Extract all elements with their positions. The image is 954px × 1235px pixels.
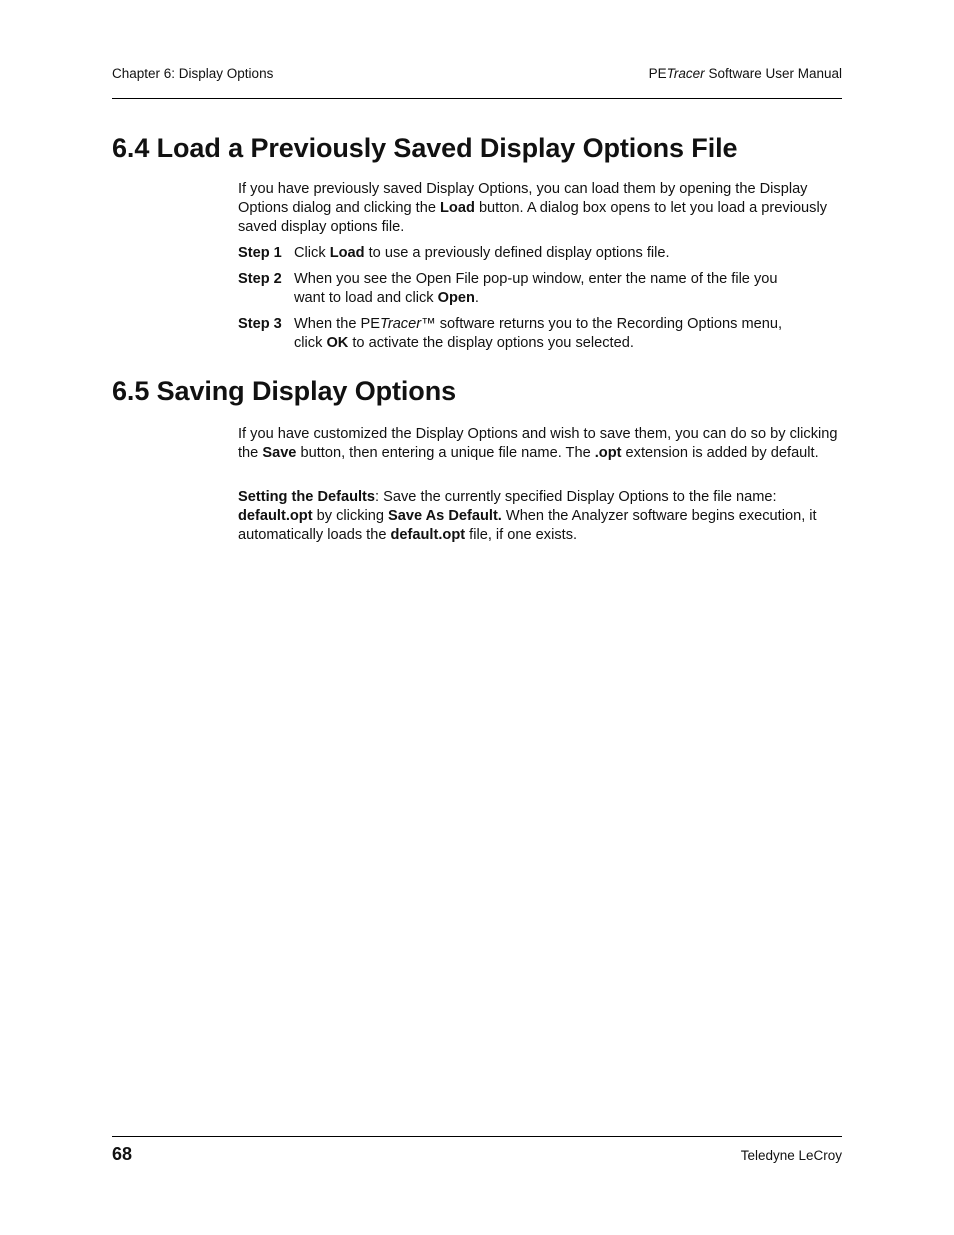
step-label: Step 3 — [238, 316, 282, 332]
section-heading-6-5: 6.5 Saving Display Options — [112, 376, 456, 406]
step-label: Step 1 — [238, 245, 282, 261]
page-header-manual-title: PETracer Software User Manual — [648, 66, 842, 81]
section-heading-6-4: 6.4 Load a Previously Saved Display Options File — [112, 133, 738, 163]
page-number: 68 — [112, 1144, 133, 1164]
step-text: When the PETracer™ software returns you to the Recording Options menu, click OK to activate the display options you selected. — [294, 316, 783, 351]
step-label: Step 2 — [238, 271, 282, 287]
page-header-chapter: Chapter 6: Display Options — [112, 66, 274, 81]
step-2 — [238, 270, 844, 308]
step-text: Click Load to use a previously defined display options file. — [294, 245, 670, 261]
setting-the-defaults-paragraph: Setting the Defaults: Save the currently specified Display Options to the file name: default.opt by clicking Save As Default. When the Analyzer software begins execution, it automatically loads the default.opt file, if one exists. — [238, 489, 817, 543]
step-text: When you see the Open File pop-up window, enter the name of the file you want to load and click Open. — [294, 271, 778, 306]
footer-rule — [112, 1136, 842, 1137]
step-3 — [238, 315, 844, 353]
section-6-5-intro: If you have customized the Display Options and wish to save them, you can do so by clicking the Save button, then entering a unique file name. The .opt extension is added by default. — [238, 426, 838, 461]
header-rule — [112, 98, 842, 99]
footer-company: Teledyne LeCroy — [740, 1148, 842, 1163]
step-1 — [238, 244, 844, 263]
section-6-4-intro: If you have previously saved Display Options, you can load them by opening the Display Options dialog and clicking the Load button. A dialog box opens to let you load a previously saved display options file. — [238, 181, 828, 235]
